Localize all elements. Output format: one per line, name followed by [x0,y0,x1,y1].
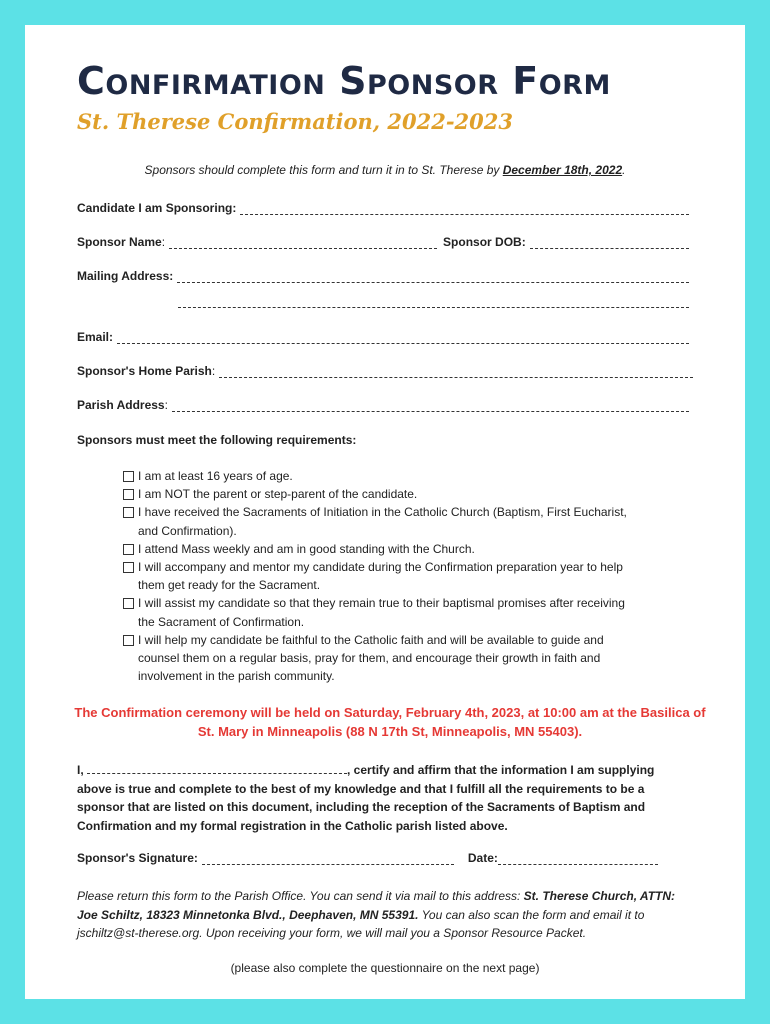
candidate-label: Candidate I am Sponsoring: [77,201,237,215]
page-subtitle: St. Therese Confirmation, 2022-2023 [77,109,513,134]
requirements-list [123,467,643,685]
email-field [77,330,689,344]
ceremony-notice: The Confirmation ceremony will be held on Saturday, February 4th, 2023, at 10:00 am at the Basilica of St. Mary in Minneapolis (88 N 17th St, Minneapolis, MN 55403). [74,705,706,739]
requirement-item [123,558,643,594]
parish-address-blank[interactable] [172,401,689,412]
checkbox-icon[interactable] [123,635,134,646]
requirement-text: I will assist my candidate so that they remain true to their baptismal promises after receiving the Sacrament of Confirmation. [138,596,625,629]
sponsor-name-colon: : [161,235,166,249]
page-title: Confirmation Sponsor Form [77,59,611,103]
parish-address-field [77,398,689,412]
certify-text: , certify and affirm that the information I am supplying above is true and complete to the best of my knowledge and that I fulfill all the requirements to be a sponsor that are listed on this document, including the reception of the Sacraments of Baptism and Confirmation and my formal registration in the Catholic parish listed above. [77,763,655,833]
email-blank[interactable] [117,333,689,344]
date-label: Date: [467,851,498,865]
sponsor-name-field [77,235,689,249]
parish-address-colon: : [164,398,168,412]
parish-address-label: Parish Address [77,398,165,412]
requirement-item [123,503,643,539]
mailing-address-blank-2[interactable] [178,297,689,308]
checkbox-icon[interactable] [123,598,134,609]
return-text-2: You can also scan the form and email it to jschiltz@st-therese.org. Upon receiving your form, we will mail you a Sponsor Resource Packet. [77,907,645,940]
sponsor-name-blank[interactable] [169,238,437,249]
mailing-address-field-2 [178,297,689,308]
email-label: Email: [77,330,114,344]
home-parish-field [77,364,693,378]
intro-end: . [622,163,626,177]
signature-label: Sponsor's Signature: [77,851,198,865]
requirements-heading: Sponsors must meet the following requirements: [77,433,357,447]
intro-text [25,163,745,177]
certify-prefix: I, [77,763,84,777]
requirement-text: I am NOT the parent or step-parent of the candidate. [138,487,418,502]
signature-row [77,851,658,865]
candidate-blank[interactable] [240,204,689,215]
sponsor-dob-blank[interactable] [530,238,689,249]
candidate-field [77,201,689,215]
requirement-text: I will accompany and mentor my candidate during the Confirmation preparation year to help them get ready for the Sacrament. [138,560,623,593]
requirement-item [123,594,643,630]
sponsor-name-label: Sponsor Name [77,235,162,249]
signature-blank[interactable] [202,855,454,865]
footer-note: (please also complete the questionnaire on the next page) [230,961,540,975]
certify-name-blank[interactable] [87,764,347,774]
checkbox-icon[interactable] [123,507,134,518]
requirement-item [123,485,643,503]
return-address: St. Therese Church, ATTN: Joe Schiltz, 18323 Minnetonka Blvd., Deephaven, MN 55391. [77,889,676,922]
requirement-text: I have received the Sacraments of Initiation in the Catholic Church (Baptism, First Eucharist, and Confirmation). [138,505,627,538]
home-parish-colon: : [211,364,216,378]
checkbox-icon[interactable] [123,562,134,573]
certification-statement [77,761,692,835]
return-text-1: Please return this form to the Parish Office. You can send it via mail to this address: [77,889,524,903]
requirement-item [123,631,643,686]
checkbox-icon[interactable] [123,489,134,500]
requirement-text: I will help my candidate be faithful to the Catholic faith and will be available to guide and counsel them on a regular basis, pray for them, and encourage their growth in faith and involvement in the parish community. [138,632,604,684]
requirement-text: I am at least 16 years of age. [138,469,293,483]
home-parish-blank[interactable] [219,367,693,378]
form-page [25,25,745,999]
mailing-address-blank-1[interactable] [177,272,689,283]
mailing-address-label: Mailing Address: [77,269,174,283]
requirement-item [123,467,643,485]
mailing-address-field [77,269,689,283]
deadline-date: December 18th, 2022 [502,163,623,177]
checkbox-icon[interactable] [123,544,134,555]
sponsor-dob-label: Sponsor DOB: [443,235,526,249]
checkbox-icon[interactable] [123,471,134,482]
return-instructions [77,887,692,943]
home-parish-label: Sponsor's Home Parish [77,364,212,378]
intro-sentence: Sponsors should complete this form and turn it in to St. Therese by [144,163,503,177]
date-blank[interactable] [498,855,658,865]
requirement-item [123,540,643,558]
requirement-text: I attend Mass weekly and am in good standing with the Church. [138,541,475,556]
